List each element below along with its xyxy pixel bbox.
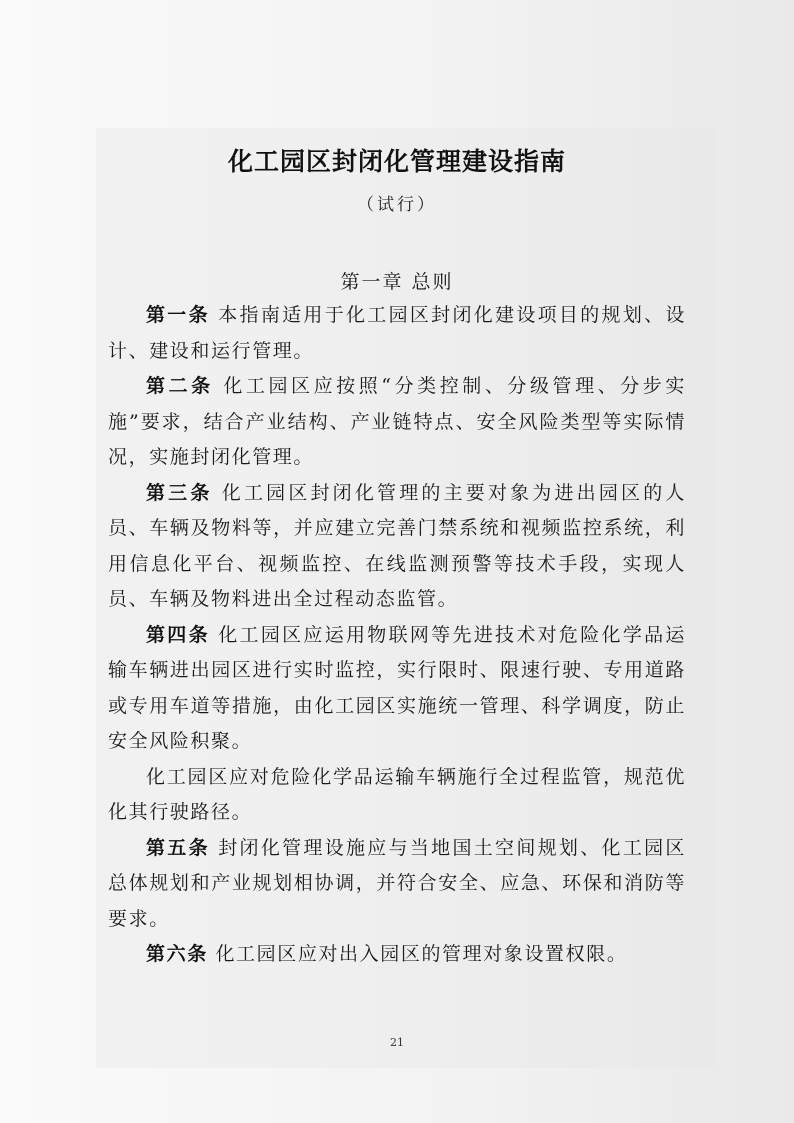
article-number: 第五条 <box>146 836 210 859</box>
article-number: 第四条 <box>146 623 210 646</box>
paragraph-article-3 <box>108 476 686 618</box>
paragraph-article-4 <box>108 618 686 760</box>
document-subtitle: （试行） <box>357 195 437 215</box>
article-text: 化工园区应对出入园区的管理对象设置权限。 <box>215 943 628 965</box>
article-text: 化工园区封闭化管理的主要对象为进出园区的人员、车辆及物料等，并应建立完善门禁系统和视频监控系统，利用信息化平台、视频监控、在线监测预警等技术手段，实现人员、车辆及物料进出全过程动态监管。 <box>108 481 686 610</box>
article-number: 第三条 <box>146 481 213 504</box>
paragraph-article-4-continued <box>108 760 686 831</box>
document-title: 化工园区封闭化管理建设指南 <box>227 147 566 176</box>
article-number: 第六条 <box>146 943 208 965</box>
article-text: 化工园区应对危险化学品运输车辆施行全过程监管，规范优化其行驶路径。 <box>108 765 686 823</box>
article-number: 第一条 <box>146 304 210 326</box>
paragraph-article-1 <box>108 298 686 369</box>
article-text: 本指南适用于化工园区封闭化建设项目的规划、设计、建设和运行管理。 <box>108 304 687 362</box>
article-text: 化工园区应运用物联网等先进技术对危险化学品运输车辆进出园区进行实时监控，实行限时、限速行驶、专用道路或专用车道等措施，由化工园区实施统一管理、科学调度，防止安全风险积聚。 <box>108 623 687 752</box>
article-number: 第二条 <box>146 375 214 397</box>
chapter-heading: 第一章 总则 <box>340 271 454 293</box>
page-number: 21 <box>390 1036 404 1049</box>
article-text: 封闭化管理设施应与当地国土空间规划、化工园区总体规划和产业规划相协调，并符合安全、应急、环保和消防等要求。 <box>108 836 687 930</box>
paragraph-article-5 <box>108 831 686 938</box>
paragraph-article-2 <box>108 369 686 476</box>
document-body <box>108 298 686 973</box>
paragraph-article-6 <box>108 937 686 973</box>
article-text: 化工园区应按照“分类控制、分级管理、分步实施”要求，结合产业结构、产业链特点、安全风险类型等实际情况，实施封闭化管理。 <box>108 375 686 468</box>
